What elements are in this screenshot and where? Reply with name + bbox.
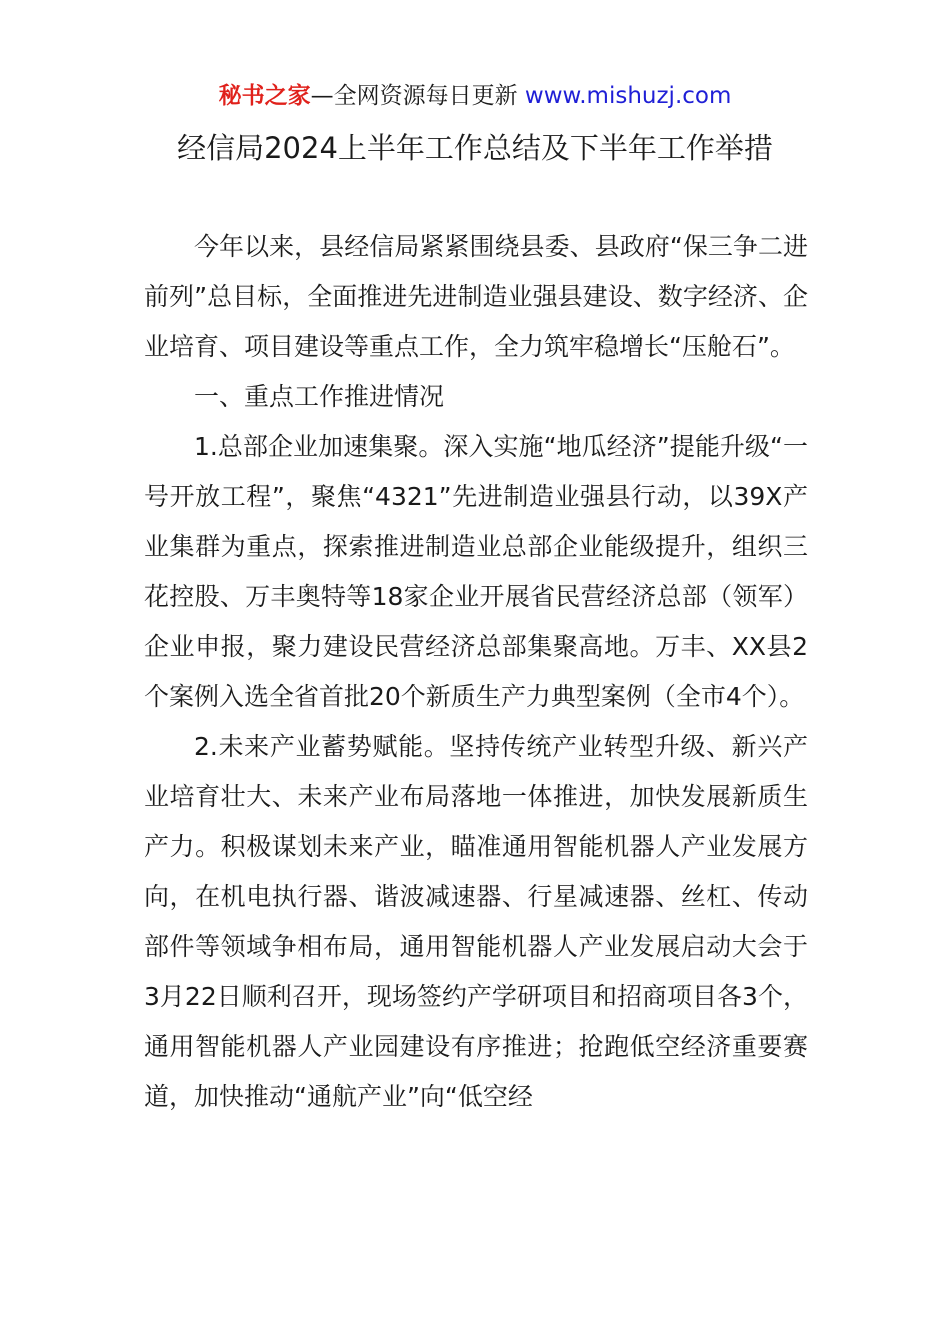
site-brand: 秘书之家 bbox=[218, 83, 311, 109]
site-header bbox=[0, 80, 950, 112]
document-body bbox=[144, 222, 808, 1122]
site-url-link[interactable]: www.mishuzj.com bbox=[524, 83, 732, 109]
section-heading: 一、重点工作推进情况 bbox=[194, 382, 445, 411]
document-title: 经信局2024上半年工作总结及下半年工作举措 bbox=[177, 131, 773, 165]
intro-paragraph: 今年以来，县经信局紧紧围绕县委、县政府“保三争二进前列”总目标，全面推进先进制造业强县建设、数字经济、企业培育、项目建设等重点工作，全力筑牢稳增长“压舱石”。 bbox=[144, 232, 808, 361]
item-2-paragraph: 2.未来产业蓄势赋能。坚持传统产业转型升级、新兴产业培育壮大、未来产业布局落地一体推进，加快发展新质生产力。积极谋划未来产业，瞄准通用智能机器人产业发展方向，在机电执行器、谐波减速器、行星减速器、丝杠、传动部件等领域争相布局，通用智能机器人产业发展启动大会于3月22日顺利召开，现场签约产学研项目和招商项目各3个，通用智能机器人产业园建设有序推进；抢跑低空经济重要赛道，加快推动“通航产业”向“低空经 bbox=[144, 732, 808, 1111]
site-tagline: —全网资源每日更新 bbox=[310, 83, 518, 109]
item-1-paragraph: 1.总部企业加速集聚。深入实施“地瓜经济”提能升级“一号开放工程”，聚焦“4321”先进制造业强县行动，以39X产业集群为重点，探索推进制造业总部企业能级提升，组织三花控股、万丰奥特等18家企业开展省民营经济总部（领军）企业申报，聚力建设民营经济总部集聚高地。万丰、XX县2个案例入选全省首批20个新质生产力典型案例（全市4个）。 bbox=[144, 432, 808, 711]
